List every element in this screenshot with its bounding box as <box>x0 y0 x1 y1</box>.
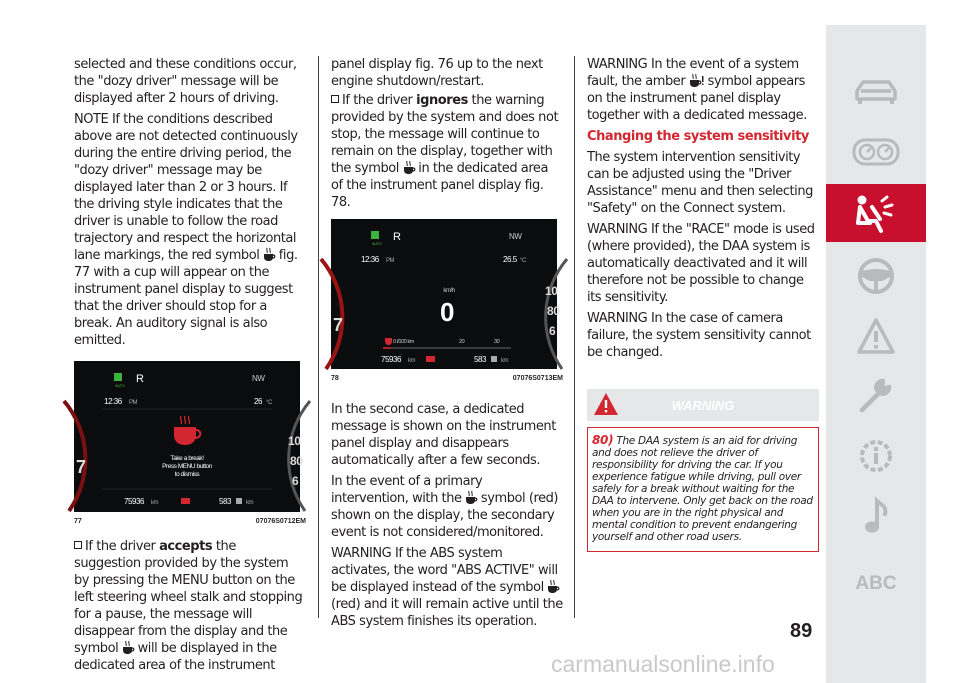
speedo-digit: 80 <box>290 454 303 468</box>
auto-label: AUTO <box>115 383 125 388</box>
gear-indicator: R <box>136 373 144 385</box>
section-heading: Changing the system sensitivity <box>587 129 809 144</box>
paragraph: In the event of a primary intervention, with the symbol (red) shown on the display, the secondary event is not considered/monitored. <box>331 474 559 540</box>
speed-readout: 0 <box>439 297 455 327</box>
speedo-digit: 10 <box>288 434 301 448</box>
figure-78-dashboard <box>331 219 560 369</box>
paragraph: panel display fig. 76 up to the next engine shutdown/restart. <box>331 57 543 89</box>
consumption-tick: 30 <box>494 339 500 345</box>
tacho-digit: 7 <box>333 315 343 335</box>
break-message-line2: Press MENU button <box>162 463 212 470</box>
paragraph: selected and these conditions occur, the "dozy driver" message will be displayed after 2 hours of driving. <box>74 57 297 106</box>
checkbox-bullet-icon <box>331 95 339 103</box>
compass-heading: NW <box>252 374 265 383</box>
figure-number: 78 <box>331 375 339 382</box>
trip-range: 583 <box>219 497 231 506</box>
watermark: carmanualsonline.info <box>551 651 775 677</box>
warning-text: The DAA system is an aid for driving and does not relieve the driver of responsibility for driving the car. If you experience fatigue while driving, pull over safely for a break without waiting for the DAA to intervene. Only get back on the road when you are in the right physical and mental condition to prevent endangering yourself and other road users. <box>592 435 813 543</box>
compass-heading: NW <box>509 232 522 241</box>
coffee-cup-warning-icon <box>689 74 704 87</box>
auto-label: AUTO <box>372 241 382 246</box>
clock-ampm: PM <box>129 400 138 406</box>
speedo-digit: 80 <box>547 304 560 318</box>
sidebar-tab-technical-data[interactable] <box>826 427 926 485</box>
warning-banner <box>587 389 819 421</box>
break-message-line3: to dismiss <box>174 471 200 478</box>
gear-indicator: R <box>393 231 401 243</box>
speedo-digit: 10 <box>545 284 558 298</box>
warning-triangle-icon <box>856 317 896 355</box>
steering-wheel-icon <box>856 256 896 296</box>
consumption-label: 0 l/100 km <box>393 339 414 345</box>
dashboard-display <box>331 219 560 369</box>
paragraph: WARNING In the event of a system fault, the amber symbol appears on the instrument panel display together with a dedicated message. <box>587 57 807 123</box>
figure-code: 07076S0712EM <box>255 518 306 525</box>
odometer: 75936 <box>381 355 401 364</box>
temp-unit: °C <box>266 400 272 406</box>
sidebar-tab-car[interactable] <box>826 63 926 121</box>
page-number: 89 <box>790 620 813 642</box>
coffee-cup-icon <box>263 248 275 261</box>
sidebar-tab-dashboard[interactable] <box>826 123 926 181</box>
temp-unit: °C <box>520 258 526 264</box>
odometer-unit: km <box>408 358 416 364</box>
consumption-tick: 20 <box>459 339 465 345</box>
clock-time: 12:36 <box>361 255 379 264</box>
paragraph: If the driver ignores the warning provided by the system and does not stop, the message will continue to remain on the display, together with the symbol in the dedicated area of the instrument panel display fig. 78. <box>331 93 559 210</box>
checkbox-bullet-icon <box>74 541 82 549</box>
wrench-icon <box>856 376 896 416</box>
sidebar-tab-multimedia[interactable] <box>826 487 926 545</box>
auto-lights-icon <box>114 373 122 381</box>
speed-unit: km/h <box>443 288 455 294</box>
paragraph: If the driver accepts the suggestion provided by the system by pressing the MENU button on the left steering wheel stalk and stopping for a pause, the message will disappear from the display and the symbol will be displayed in the dedicated area of the instrument <box>74 539 303 673</box>
coffee-cup-icon <box>465 491 477 504</box>
figure-number: 77 <box>74 518 82 525</box>
figure-caption <box>331 370 563 387</box>
warning-box <box>587 427 819 552</box>
dashboard-icon <box>852 137 900 167</box>
speedo-digit: 6 <box>549 324 556 338</box>
auto-lights-icon <box>371 231 379 239</box>
sidebar-tab-index[interactable] <box>826 555 926 613</box>
paragraph: In the second case, a dedicated message is shown on the instrument panel display and disappears automatically after a few seconds. <box>331 402 556 468</box>
trip-unit: km <box>246 500 254 506</box>
column-divider <box>574 56 575 618</box>
trip-unit: km <box>501 358 509 364</box>
tacho-digit: 7 <box>76 457 86 477</box>
column-divider <box>318 56 319 618</box>
odometer: 75936 <box>124 497 144 506</box>
cup-status-icon-red <box>385 338 392 345</box>
music-note-icon <box>861 496 891 536</box>
speedo-digit: 6 <box>292 474 299 488</box>
trip-range: 583 <box>474 355 486 364</box>
sidebar-tab-safety[interactable] <box>826 184 926 242</box>
cup-status-icon <box>181 498 190 504</box>
paragraph: WARNING If the ABS system activates, the word "ABS ACTIVE" will be displayed instead of the symbol (red) and it will remain active until the ABS system finishes its operation. <box>331 546 563 629</box>
airbag-icon <box>854 193 898 233</box>
figure-code: 07076S0713EM <box>512 375 563 382</box>
column-left <box>74 56 306 678</box>
figure-77-dashboard <box>74 361 303 512</box>
column-middle <box>331 56 563 634</box>
paragraph: NOTE If the conditions described above are not detected continuously during the entire driving period, the "dozy driver" message may be displayed later than 2 or 3 hours. If the driving style indicates that the driver is unable to follow the road trajectory and respect the horizontal lane markings, the red symbol fig. 77 with a cup will appear on the instrument panel display to suggest that the driver should stop for a break. An auditory signal is also emitted. <box>74 112 298 348</box>
sidebar-tab-emergency[interactable] <box>826 307 926 365</box>
figure-caption <box>74 513 306 530</box>
outside-temp: 26 <box>254 397 262 406</box>
break-message-line1: Take a break! <box>170 455 204 462</box>
paragraph: WARNING If the "RACE" mode is used (where provided), the DAA system is automatically deactivated and it will therefore not be possible to change its sensitivity. <box>587 222 815 305</box>
abc-label: ABC <box>855 573 897 594</box>
chapter-sidebar <box>826 25 926 683</box>
car-icon <box>853 77 899 107</box>
warning-title: WARNING <box>671 398 735 413</box>
paragraph: The system intervention sensitivity can be adjusted using the "Driver Assistance" menu and then selecting "Safety" on the Connect system. <box>587 150 813 216</box>
outside-temp: 26.5 <box>503 255 517 264</box>
coffee-cup-icon <box>547 580 559 593</box>
fuel-pump-icon <box>491 356 497 362</box>
clock-time: 12:36 <box>104 397 122 406</box>
info-icon <box>856 436 896 476</box>
paragraph: WARNING In the case of camera failure, the system sensitivity cannot be changed. <box>587 311 811 360</box>
clock-ampm: PM <box>386 258 395 264</box>
coffee-cup-icon <box>403 161 415 174</box>
coffee-cup-icon <box>122 641 134 654</box>
sidebar-tab-maintenance[interactable] <box>826 367 926 425</box>
warning-number: 80) <box>592 433 614 447</box>
sidebar-tab-starting[interactable] <box>826 247 926 305</box>
dashboard-display <box>74 361 303 512</box>
column-right <box>587 56 819 552</box>
odometer-unit: km <box>151 500 159 506</box>
fuel-pump-icon <box>236 498 242 504</box>
cup-status-icon <box>426 356 435 362</box>
